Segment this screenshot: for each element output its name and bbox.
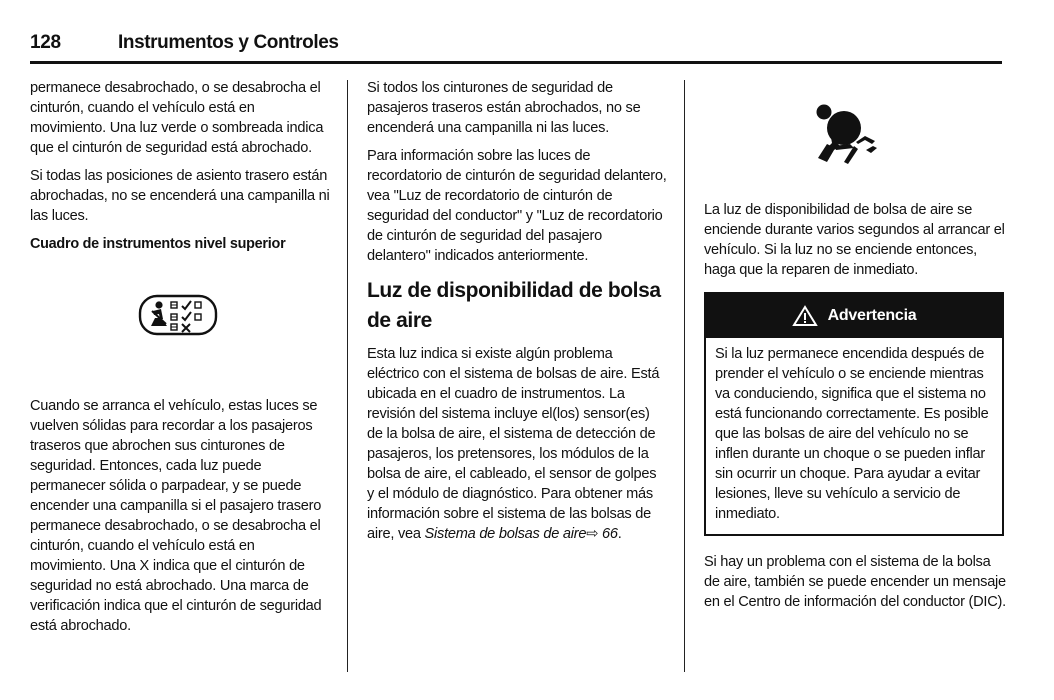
warning-box: [704, 292, 1004, 536]
header-rule: [30, 61, 1002, 64]
page-header: [30, 30, 1002, 66]
airbag-indicator: [704, 78, 1006, 200]
paragraph: Para información sobre las luces de recordatorio de cinturón de seguridad delantero, vea "Luz de recordatorio de cinturón de seguridad del conductor" y "Luz de recordatorio de cinturón de seguridad del pasajero delantero" indicados anteriormente.: [367, 148, 667, 264]
rear-seatbelt-indicator: [30, 294, 332, 354]
column-divider: [684, 80, 685, 672]
page-number: 128: [30, 32, 61, 53]
column-left: [30, 78, 332, 644]
column-divider: [347, 80, 348, 672]
paragraph-text: Esta luz indica si existe algún problema eléctrico con el sistema de bolsas de aire. Está ubicada en el cuadro de instrumentos. La revisión del sistema incluye el(los) sensor(es) de la bolsa de aire, el sistema de detección de pasajeros, los pretensores, los módulos de la bolsa de aire, el cableado, el sensor de golpes y el módulo de diagnóstico. Para obtener más información sobre el sistema de las bolsas de aire, vea: [367, 346, 660, 542]
cross-reference-link[interactable]: [425, 526, 618, 542]
paragraph: Si todos los cinturones de seguridad de pasajeros traseros están abrochados, no se encenderá una campanilla ni las luces.: [367, 80, 641, 136]
paragraph: [367, 344, 667, 544]
page-ref-arrow-icon: ⇨: [586, 526, 599, 542]
rear-seatbelt-reminder-icon: [138, 294, 220, 338]
section-title: Instrumentos y Controles: [118, 32, 339, 53]
warning-title: Advertencia: [827, 307, 917, 324]
paragraph: La luz de disponibilidad de bolsa de aire se enciende durante varios segundos al arrancar el vehículo. Si la luz no se enciende entonces, haga que la reparen de inmediato.: [704, 202, 1005, 278]
reference-title: Sistema de bolsas de aire: [424, 526, 587, 542]
section-heading: Luz de disponibilidad de bolsa de aire: [367, 279, 661, 332]
reference-page: 66: [602, 526, 618, 542]
paragraph: permanece desabrochado, o se desabrocha el cinturón, cuando el vehículo está en movimiento. Una luz verde o sombreada indica que el cinturón de seguridad está abrochado.: [30, 80, 324, 156]
warning-header: [706, 294, 1002, 338]
subheading: Cuadro de instrumentos nivel superior: [30, 236, 286, 252]
paragraph: Cuando se arranca el vehículo, estas luces se vuelven sólidas para recordar a los pasajeros traseros que abrochen sus cinturones de seguridad. Entonces, cada luz puede permanecer sólida o parpadear, y se puede encender una campanilla si el pasajero trasero permanece desabrochado, o se desabrocha el cinturón, cuando el vehículo está en movimiento. Una X indica que el cinturón de seguridad no está abrochado. Una marca de verificación indica que el cinturón de seguridad está abrochado.: [30, 398, 322, 634]
paragraph: Si todas las posiciones de asiento trasero están abrochadas, no se encenderá una campanilla ni las luces.: [30, 168, 330, 224]
warning-triangle-icon: [792, 305, 818, 327]
warning-text: Si la luz permanece encendida después de prender el vehículo o se enciende mientras va conduciendo, significa que el sistema no está funcionando correctamente. Es posible que las bolsas de aire del vehículo no se inflen durante un choque o se pueden inflar sin ocurrir un choque. Para ayudar a evitar lesiones, lleve su vehículo a servicio de inmediato.: [715, 346, 989, 522]
reference-end: .: [617, 526, 622, 542]
column-middle: [367, 78, 667, 552]
paragraph: Si hay un problema con el sistema de la bolsa de aire, también se puede encender un mensaje en el Centro de información del conductor (DIC).: [704, 554, 1006, 610]
column-right: [704, 78, 1006, 620]
airbag-readiness-icon: [812, 102, 890, 172]
